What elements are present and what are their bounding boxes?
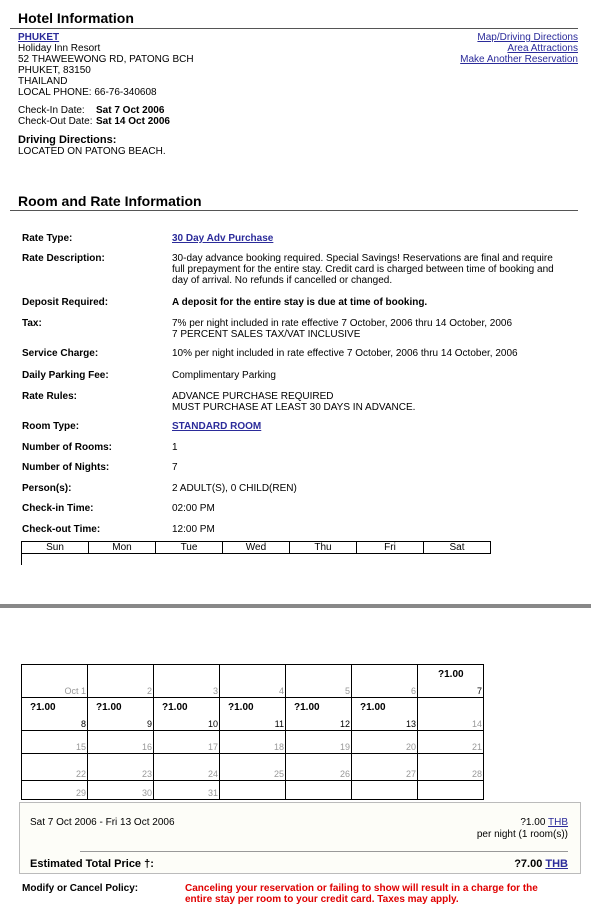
day-number: 20 [405, 742, 416, 752]
rate-row-label: Check-out Time: [22, 524, 101, 535]
day-number: 21 [471, 742, 482, 752]
rate-row-value: 1 [172, 442, 178, 453]
driving-directions [18, 134, 166, 158]
calendar-day-cell [418, 754, 484, 781]
checkout-value: Sat 14 Oct 2006 [96, 116, 170, 127]
rate-calendar [21, 664, 484, 800]
address-line: 52 THAWEEWONG RD, PATONG BCH [18, 54, 194, 65]
policy-text: Canceling your reservation or failing to show will result in a charge for the entire stay per room to your credit card. Taxes may apply. [185, 883, 538, 905]
directions-value: LOCATED ON PATONG BEACH. [18, 146, 166, 157]
weekday-label: Tue [156, 542, 223, 553]
nightly-price-label: ?1.00 [360, 702, 386, 713]
calendar-day-cell [352, 665, 418, 698]
calendar-day-cell [418, 665, 484, 698]
calendar-day-cell [286, 781, 352, 800]
calendar-day-cell [220, 698, 286, 731]
calendar-day-cell [88, 731, 154, 754]
nightly-price-label: ?1.00 [30, 702, 56, 713]
nightly-price-label: ?1.00 [228, 702, 254, 713]
hotel-info-heading: Hotel Information [18, 10, 134, 26]
calendar-day-cell [220, 754, 286, 781]
weekday-label: Sat [449, 542, 465, 553]
rate-row-value: 7 [172, 462, 178, 473]
rate-row-value: 30-day advance booking required. Special Savings! Reservations are final and require full prepayment for the entire stay. Credit card is charged between time of booking and day of arrival. No refunds if cancelled or changed. [172, 253, 554, 286]
directions-label: Driving Directions: [18, 134, 117, 146]
day-number: 31 [207, 788, 218, 798]
day-number: 11 [274, 719, 284, 729]
stay-dates [18, 105, 170, 127]
checkin-value: Sat 7 Oct 2006 [96, 105, 165, 116]
calendar-day-cell [154, 698, 220, 731]
rate-row-label: Deposit Required: [22, 297, 109, 308]
rate-row-value: ADVANCE PURCHASE REQUIRED MUST PURCHASE AT LEAST 30 DAYS IN ADVANCE. [172, 391, 416, 413]
total-value: ?7.00 [514, 858, 543, 870]
calendar-week [22, 665, 484, 698]
calendar-day-cell [22, 781, 88, 800]
day-number: 30 [141, 788, 152, 798]
nightly-price-label: ?1.00 [162, 702, 188, 713]
weekday-label: Wed [223, 542, 290, 553]
room-rate-heading: Room and Rate Information [18, 193, 202, 209]
day-number: 24 [207, 769, 218, 779]
calendar-day-cell [88, 781, 154, 800]
calendar-day-cell [352, 698, 418, 731]
calendar-day-cell [352, 731, 418, 754]
calendar-day-cell [418, 781, 484, 800]
day-number: 14 [471, 719, 482, 729]
rate-row-label: Rate Description: [22, 253, 105, 264]
rate-row-label: Room Type: [22, 421, 80, 432]
rate-row-label: Daily Parking Fee: [22, 370, 109, 381]
rate-row-value: 7% per night included in rate effective 7 October, 2006 thru 14 October, 2006 7 PERCENT SALES TAX/VAT INCLUSIVE [172, 318, 513, 340]
total-price [514, 858, 568, 870]
divider [10, 28, 578, 29]
day-number: Oct 1 [64, 686, 86, 696]
price-summary [19, 802, 581, 874]
calendar-day-cell [286, 698, 352, 731]
day-number: 15 [75, 742, 86, 752]
rate-row-label: Number of Rooms: [22, 442, 112, 453]
day-number: 22 [75, 769, 86, 779]
address-line: Holiday Inn Resort [18, 43, 101, 54]
divider [80, 851, 568, 852]
rate-row-value: 2 ADULT(S), 0 CHILD(REN) [172, 483, 297, 494]
calendar-day-cell [154, 754, 220, 781]
rate-row-label: Tax: [22, 318, 42, 329]
page-separator [0, 604, 591, 608]
nightly-price-label: ?1.00 [294, 702, 320, 713]
rate-row-value: 02:00 PM [172, 503, 215, 514]
rate-row-value: 10% per night included in rate effective 7 October, 2006 thru 14 October, 2006 [172, 348, 518, 359]
checkin-label: Check-In Date: [18, 105, 85, 116]
calendar-day-cell [22, 665, 88, 698]
per-night-text: per night (1 room(s)) [476, 829, 568, 840]
day-number: 9 [146, 719, 152, 729]
day-number: 27 [405, 769, 416, 779]
calendar-day-cell [88, 698, 154, 731]
rate-row-value: Complimentary Parking [172, 370, 276, 381]
day-number: 16 [141, 742, 152, 752]
day-number: 23 [141, 769, 152, 779]
rate-row-link[interactable]: STANDARD ROOM [172, 421, 262, 432]
day-number: 7 [476, 686, 482, 696]
calendar-day-cell [286, 754, 352, 781]
nightly-price-label: ?1.00 [438, 669, 464, 680]
rate-row-label: Rate Type: [22, 233, 73, 244]
rate-row-label: Service Charge: [22, 348, 99, 359]
day-number: 18 [273, 742, 284, 752]
checkout-label: Check-Out Date: [18, 116, 93, 127]
date-range: Sat 7 Oct 2006 - Fri 13 Oct 2006 [30, 817, 175, 828]
address-line: PHUKET, 83150 [18, 65, 91, 76]
nightly-price-label: ?1.00 [96, 702, 122, 713]
rate-row-label: Number of Nights: [22, 462, 110, 473]
policy-label: Modify or Cancel Policy: [22, 883, 139, 894]
calendar-day-cell [88, 754, 154, 781]
day-number: 10 [207, 719, 218, 729]
day-number: 2 [146, 686, 152, 696]
nightly-rate [477, 817, 568, 841]
day-number: 26 [339, 769, 350, 779]
rate-row-value: 12:00 PM [172, 524, 215, 535]
calendar-week [22, 781, 484, 800]
calendar-week [22, 698, 484, 731]
calendar-week [22, 754, 484, 781]
city-link[interactable]: PHUKET [18, 32, 60, 43]
day-number: 12 [339, 719, 350, 729]
calendar-day-cell [154, 781, 220, 800]
day-number: 25 [273, 769, 284, 779]
calendar-day-cell [220, 781, 286, 800]
nightly-price: ?1.00 [520, 817, 546, 828]
divider [21, 553, 22, 565]
divider [10, 210, 578, 211]
calendar-day-cell [418, 698, 484, 731]
calendar-day-cell [352, 754, 418, 781]
calendar-week [22, 731, 484, 754]
weekday-label: Thu [290, 542, 357, 553]
calendar-day-cell [220, 731, 286, 754]
rate-row-value: A deposit for the entire stay is due at time of booking. [172, 297, 428, 308]
day-number: 4 [278, 686, 284, 696]
address-line: THAILAND [18, 76, 68, 87]
total-label: Estimated Total Price †: [30, 858, 154, 870]
calendar-day-cell [418, 731, 484, 754]
another-reservation-link[interactable]: Make Another Reservation [460, 54, 578, 65]
rate-row-label: Check-in Time: [22, 503, 94, 514]
weekday-label: Sun [22, 542, 89, 553]
rate-row-link[interactable]: 30 Day Adv Purchase [172, 233, 274, 244]
calendar-day-cell [22, 731, 88, 754]
weekday-header [21, 541, 491, 554]
day-number: 17 [207, 742, 218, 752]
hotel-links [460, 32, 578, 65]
area-attractions-link[interactable]: Area Attractions [507, 43, 578, 54]
day-number: 3 [212, 686, 218, 696]
calendar-day-cell [22, 698, 88, 731]
phone-line: LOCAL PHONE: 66-76-340608 [18, 87, 157, 98]
rate-row-label: Rate Rules: [22, 391, 78, 402]
day-number: 28 [471, 769, 482, 779]
day-number: 6 [410, 686, 416, 696]
calendar-day-cell [220, 665, 286, 698]
hotel-address-block [18, 32, 194, 98]
total-currency-link[interactable]: THB [545, 858, 568, 870]
calendar-day-cell [286, 665, 352, 698]
day-number: 29 [75, 788, 86, 798]
day-number: 8 [80, 719, 86, 729]
calendar-day-cell [88, 665, 154, 698]
calendar-day-cell [154, 665, 220, 698]
weekday-label: Mon [89, 542, 156, 553]
day-number: 13 [405, 719, 416, 729]
day-number: 19 [339, 742, 350, 752]
calendar-day-cell [352, 781, 418, 800]
calendar-day-cell [286, 731, 352, 754]
day-number: 5 [344, 686, 350, 696]
calendar-day-cell [22, 754, 88, 781]
map-directions-link[interactable]: Map/Driving Directions [477, 32, 578, 43]
calendar-day-cell [154, 731, 220, 754]
rate-row-label: Person(s): [22, 483, 72, 494]
currency-link[interactable]: THB [548, 817, 568, 828]
weekday-label: Fri [357, 542, 424, 553]
